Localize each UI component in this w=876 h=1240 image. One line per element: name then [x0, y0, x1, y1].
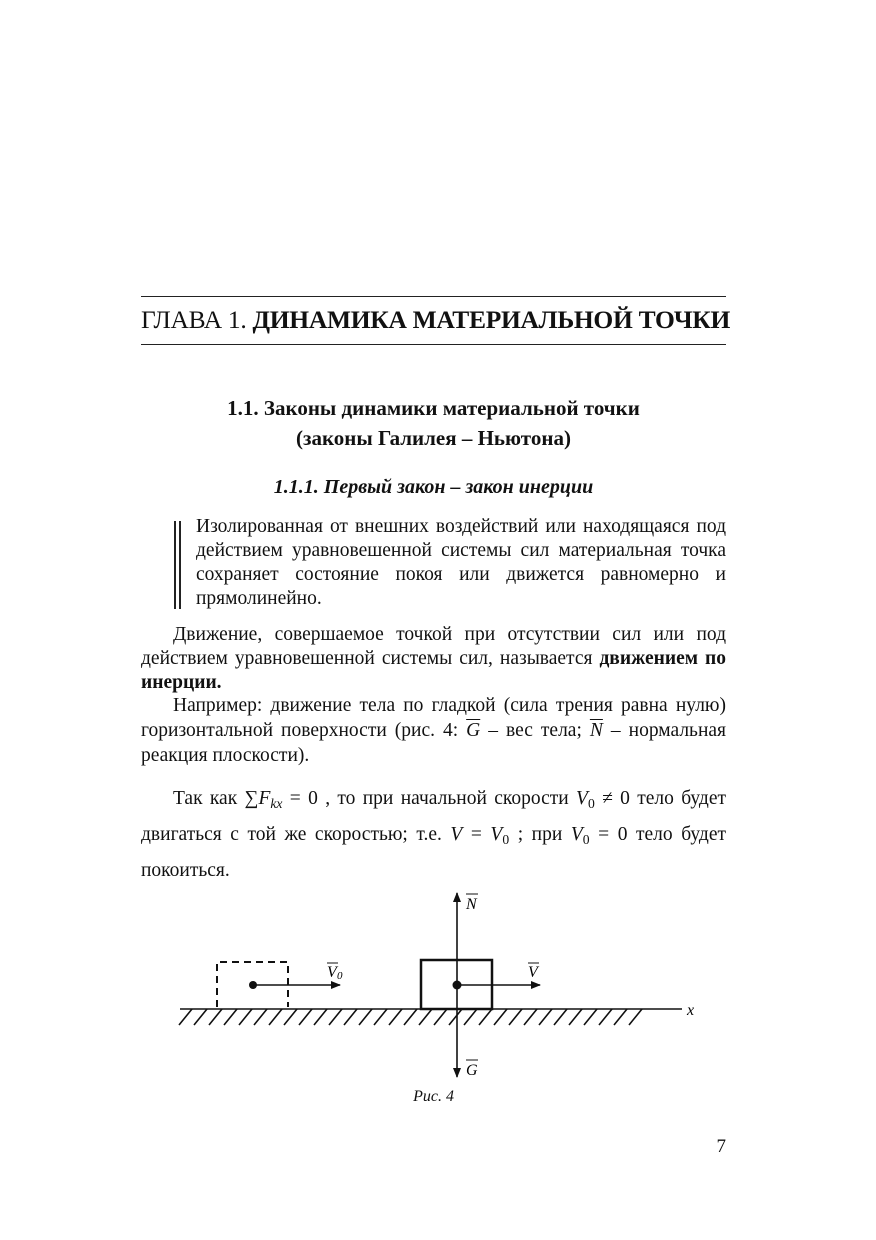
- initial-velocity-label-subscript: 0: [337, 970, 343, 982]
- velocity-subscript-2: 0: [502, 832, 510, 847]
- hatch-line: [359, 1009, 372, 1025]
- section-heading-line1: 1.1. Законы динамики материальной точки: [227, 396, 640, 420]
- paragraph3-part5: тело будет покоиться.: [141, 824, 727, 881]
- equals-zero: = 0: [589, 824, 628, 845]
- paragraph3-part2: , то при начальной скорости: [317, 788, 577, 809]
- equals-sign: =: [462, 824, 491, 845]
- hatch-line: [344, 1009, 357, 1025]
- paragraph3-part3: тело будет двигаться с той же скоростью; т.е.: [141, 788, 727, 845]
- section-heading-line2: (законы Галилея – Ньютона): [296, 426, 571, 450]
- velocity-symbol-2: V: [450, 824, 463, 845]
- subsection-heading: 1.1.1. Первый закон – закон инерции: [273, 476, 594, 498]
- paragraph2-part2: – вес тела;: [480, 720, 590, 741]
- velocity-subscript: 0: [587, 796, 595, 811]
- paragraph3-part1: Так как: [173, 788, 245, 809]
- hatch-line: [389, 1009, 402, 1025]
- hatch-line: [449, 1009, 462, 1025]
- velocity-subscript-3: 0: [582, 832, 590, 847]
- paragraph1-text: Движение, совершаемое точкой при отсутствии сил или под действием уравновешенной системы сил, называется: [141, 624, 726, 669]
- chapter-prefix: ГЛАВА 1.: [141, 305, 247, 334]
- figure-labels: [327, 894, 694, 1079]
- law-marker-bars: [174, 521, 181, 609]
- moving-body: [421, 893, 540, 1077]
- inertia-term: движением по инерции.: [141, 648, 726, 693]
- hatch-line: [314, 1009, 327, 1025]
- paragraph2-part1: Например: движение тела по гладкой (сила трения равна нулю) горизонтальной поверхности (рис. 4:: [141, 695, 726, 741]
- hatch-line: [434, 1009, 447, 1025]
- hatch-line: [614, 1009, 627, 1025]
- hatch-line: [209, 1009, 222, 1025]
- hatch-line: [194, 1009, 207, 1025]
- hatch-line: [494, 1009, 507, 1025]
- normal-label: N: [466, 896, 477, 913]
- law-statement-text: Изолированная от внешних воздействий или находящаяся под действием уравновешенной системы сил материальная точка сохраняет состояние покоя или движется равномерно и прямолинейно.: [196, 516, 726, 609]
- figure-caption: Рис. 4: [413, 1088, 454, 1105]
- hatch-line: [329, 1009, 342, 1025]
- hatch-line: [284, 1009, 297, 1025]
- weight-symbol: $\overline{G}$: [466, 720, 481, 741]
- page-number: 7: [716, 1136, 726, 1157]
- hatch-line: [224, 1009, 237, 1025]
- initial-velocity-label: V: [327, 964, 337, 981]
- paragraph-inertia-definition: [141, 623, 726, 695]
- hatch-line: [254, 1009, 267, 1025]
- hatch-line: [419, 1009, 432, 1025]
- velocity-symbol: V: [576, 788, 588, 809]
- hatch-line: [569, 1009, 582, 1025]
- paragraph-conclusion: [141, 783, 726, 886]
- hatch-line: [269, 1009, 282, 1025]
- sum-symbol: ∑: [244, 788, 259, 809]
- hatch-line: [404, 1009, 417, 1025]
- hatch-line: [464, 1009, 477, 1025]
- moving-body-point: [453, 981, 462, 990]
- force-subscript: kx: [270, 796, 283, 811]
- normal-symbol: $\overline{N}$: [589, 720, 603, 741]
- not-equal-zero: ≠ 0: [594, 788, 630, 809]
- hatch-line: [299, 1009, 312, 1025]
- initial-body-dashed: [217, 962, 340, 1007]
- hatch-line: [554, 1009, 567, 1025]
- paragraph-example: [141, 693, 726, 768]
- hatch-line: [539, 1009, 552, 1025]
- chapter-title: ДИНАМИКА МАТЕРИАЛЬНОЙ ТОЧКИ: [252, 305, 730, 334]
- hatch-line: [509, 1009, 522, 1025]
- sum-equals-zero: = 0: [282, 788, 318, 809]
- hatch-line: [524, 1009, 537, 1025]
- x-axis-label: x: [687, 1002, 695, 1019]
- ground-surface: [179, 1009, 682, 1025]
- hatch-line: [239, 1009, 252, 1025]
- hatch-line: [179, 1009, 192, 1025]
- force-symbol: F: [258, 788, 271, 809]
- hatch-line: [479, 1009, 492, 1025]
- hatch-line: [629, 1009, 642, 1025]
- ground-hatching: [179, 1009, 642, 1025]
- section-heading: [141, 393, 726, 453]
- paragraph3-part4: ; при: [509, 824, 571, 845]
- initial-body-point: [249, 981, 257, 989]
- hatch-line: [584, 1009, 597, 1025]
- velocity-label: V: [528, 964, 538, 981]
- velocity-symbol-3: V: [490, 824, 503, 845]
- chapter-heading: [141, 296, 730, 345]
- hatch-line: [374, 1009, 387, 1025]
- hatch-line: [599, 1009, 612, 1025]
- paragraph2-part3: – нормальная реакция плоскости).: [141, 720, 726, 766]
- law-statement-block: [174, 515, 726, 611]
- weight-label: G: [466, 1062, 478, 1079]
- velocity-symbol-4: V: [570, 824, 583, 845]
